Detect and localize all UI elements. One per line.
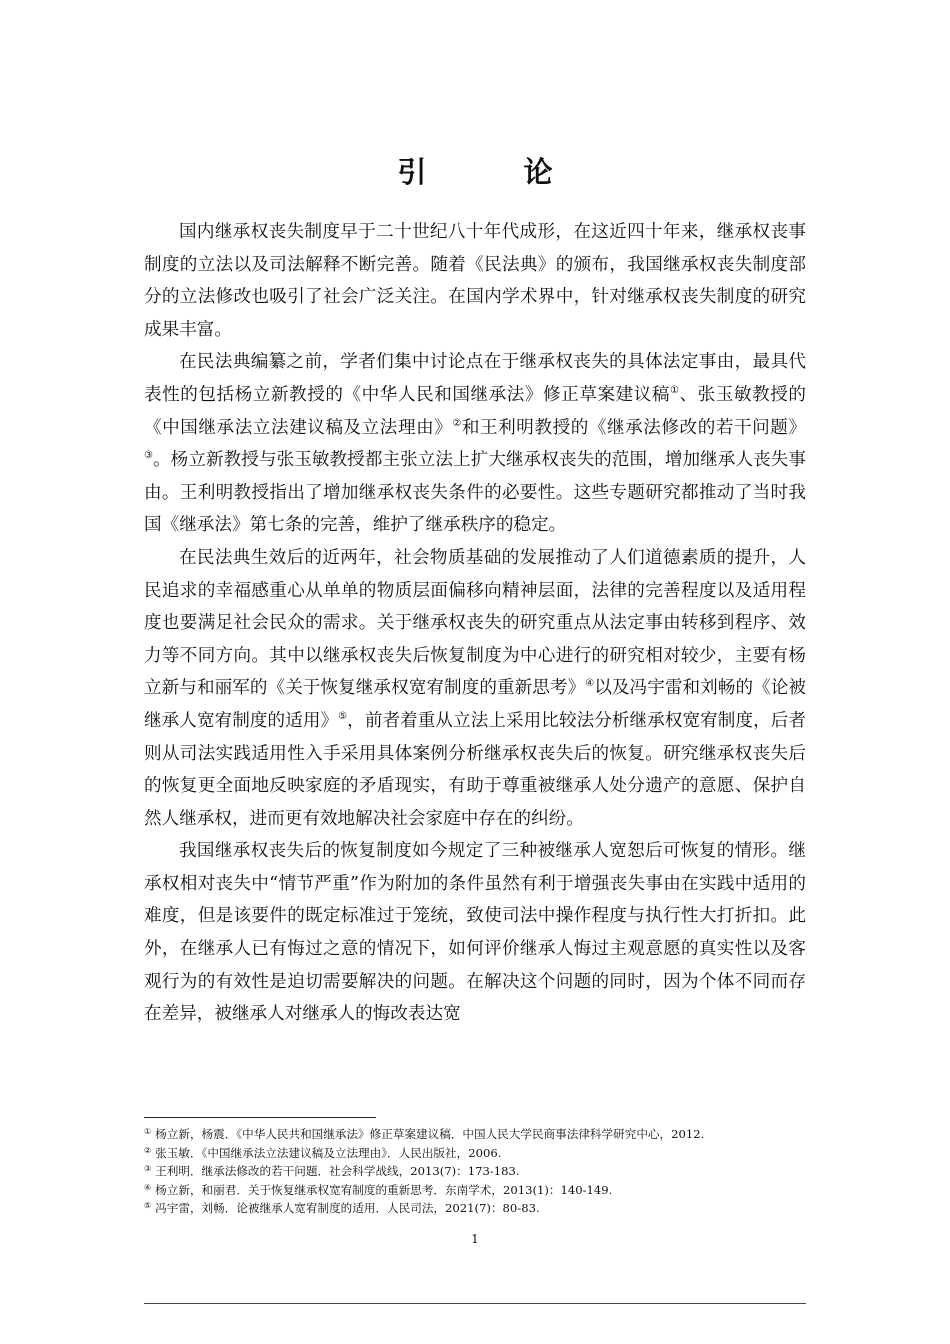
bottom-rule bbox=[144, 1303, 806, 1304]
paragraph-2-part-2: 、张玉敏教授的《中国继承法立法建议稿及立法理由》 bbox=[144, 384, 806, 438]
footnote-2 bbox=[144, 1143, 806, 1162]
paragraph-3-part-2: 以及冯宇雷和刘畅的《论被继承人宽宥制度的适用》 bbox=[144, 678, 806, 731]
paragraph-2-part-1: 在民法典编纂之前，学者们集中讨论点在于继承权丧失的具体法定事由，最具代表性的包括杨立新教授的《中华人民和国继承法》修正草案建议稿 bbox=[144, 352, 806, 405]
footnote-ref-2[interactable]: ② bbox=[452, 417, 462, 429]
footnote-ref-3[interactable]: ③ bbox=[144, 450, 154, 462]
footnote-4-text: 杨立新，和丽君．关于恢复继承权宽宥制度的重新思考．东南学术，2013(1)：140-149. bbox=[155, 1182, 613, 1197]
body-text bbox=[144, 216, 806, 1031]
footnote-1-mark: ① bbox=[144, 1127, 152, 1136]
footnote-3-text: 王利明．继承法修改的若干问题．社会科学战线，2013(7)：173-183. bbox=[155, 1164, 520, 1179]
paragraph-4: 我国继承权丧失后的恢复制度如今规定了三种被继承人宽恕后可恢复的情形。继承权相对丧失中“情节严重”作为附加的条件虽然有利于增强丧失事由在实践中适用的难度，但是该要件的既定标准过于笼统，致使司法中操作程度与执行性大打折扣。此外，在继承人已有悔过之意的情况下，如何评价继承人悔过主观意愿的真实性以及客观行为的有效性是迫切需要解决的问题。在解决这个问题的同时，因为个体不同而存在差异，被继承人对继承人的悔改表达宽 bbox=[144, 841, 806, 1025]
footnote-separator bbox=[144, 1117, 376, 1118]
footnote-3 bbox=[144, 1161, 806, 1180]
footnote-1 bbox=[144, 1124, 806, 1143]
paragraph-3-part-1: 在民法典生效后的近两年，社会物质基础的发展推动了人们道德素质的提升，人民追求的幸福感重心从单单的物质层面偏移向精神层面，法律的完善程度以及适用程度也要满足社会民众的需求。关于继承权丧失的研究重点从法定事由转移到程序、效力等不同方向。其中以继承权丧失后恢复制度为中心进行的研究相对较少，主要有杨立新与和丽军的《关于恢复继承权宽宥制度的重新思考》 bbox=[144, 547, 806, 699]
footnotes bbox=[144, 1124, 806, 1217]
page-number: 1 bbox=[471, 1232, 479, 1246]
page-title: 引 论 bbox=[397, 155, 587, 189]
footnote-1-text: 杨立新，杨震．《中华人民共和国继承法》修正草案建议稿．中国人民大学民商事法律科学研究中心，2012. bbox=[155, 1127, 705, 1141]
footnote-ref-1[interactable]: ① bbox=[670, 384, 680, 396]
footnote-2-mark: ② bbox=[144, 1145, 152, 1155]
footnote-5 bbox=[144, 1198, 806, 1217]
paragraph-2 bbox=[144, 346, 806, 542]
footnote-5-mark: ⑤ bbox=[144, 1201, 152, 1211]
footnote-4 bbox=[144, 1180, 806, 1199]
footnote-2-text: 张玉敏．《中国继承法立法建议稿及立法理由》．人民出版社，2006. bbox=[155, 1145, 502, 1160]
footnote-5-text: 冯宇雷，刘畅．论被继承人宽宥制度的适用．人民司法，2021(7)：80-83. bbox=[155, 1201, 540, 1216]
footnote-4-mark: ④ bbox=[144, 1182, 152, 1192]
paragraph-3-part-3: ，前者着重从立法上采用比较法分析继承权宽宥制度，后者则从司法实践适用性入手采用具体案例分析继承权丧失后的恢复。研究继承权丧失后的恢复更全面地反映家庭的矛盾现实，有助于尊重被继承人处分遗产的意愿、保护自然人继承权，进而更有效地解决社会家庭中存在的纠纷。 bbox=[144, 710, 806, 829]
footnote-ref-5[interactable]: ⑤ bbox=[338, 710, 348, 722]
paragraph-1: 国内继承权丧失制度早于二十世纪八十年代成形，在这近四十年来，继承权丧事制度的立法以及司法解释不断完善。随着《民法典》的颁布，我国继承权丧失制度部分的立法修改也吸引了社会广泛关注。在国内学术界中，针对继承权丧失制度的研究成果丰富。 bbox=[144, 222, 806, 340]
footnote-ref-4[interactable]: ④ bbox=[585, 678, 595, 690]
paragraph-2-part-3: 和王利明教授的《继承法修改的若干问题》 bbox=[461, 417, 806, 438]
paragraph-2-part-4: 。杨立新教授与张玉敏教授都主张立法上扩大继承权丧失的范围，增加继承人丧失事由。王利明教授指出了增加继承权丧失条件的必要性。这些专题研究都推动了当时我国《继承法》第七条的完善，维护了继承秩序的稳定。 bbox=[144, 450, 806, 536]
paragraph-3 bbox=[144, 542, 806, 835]
footnote-3-mark: ③ bbox=[144, 1164, 152, 1174]
